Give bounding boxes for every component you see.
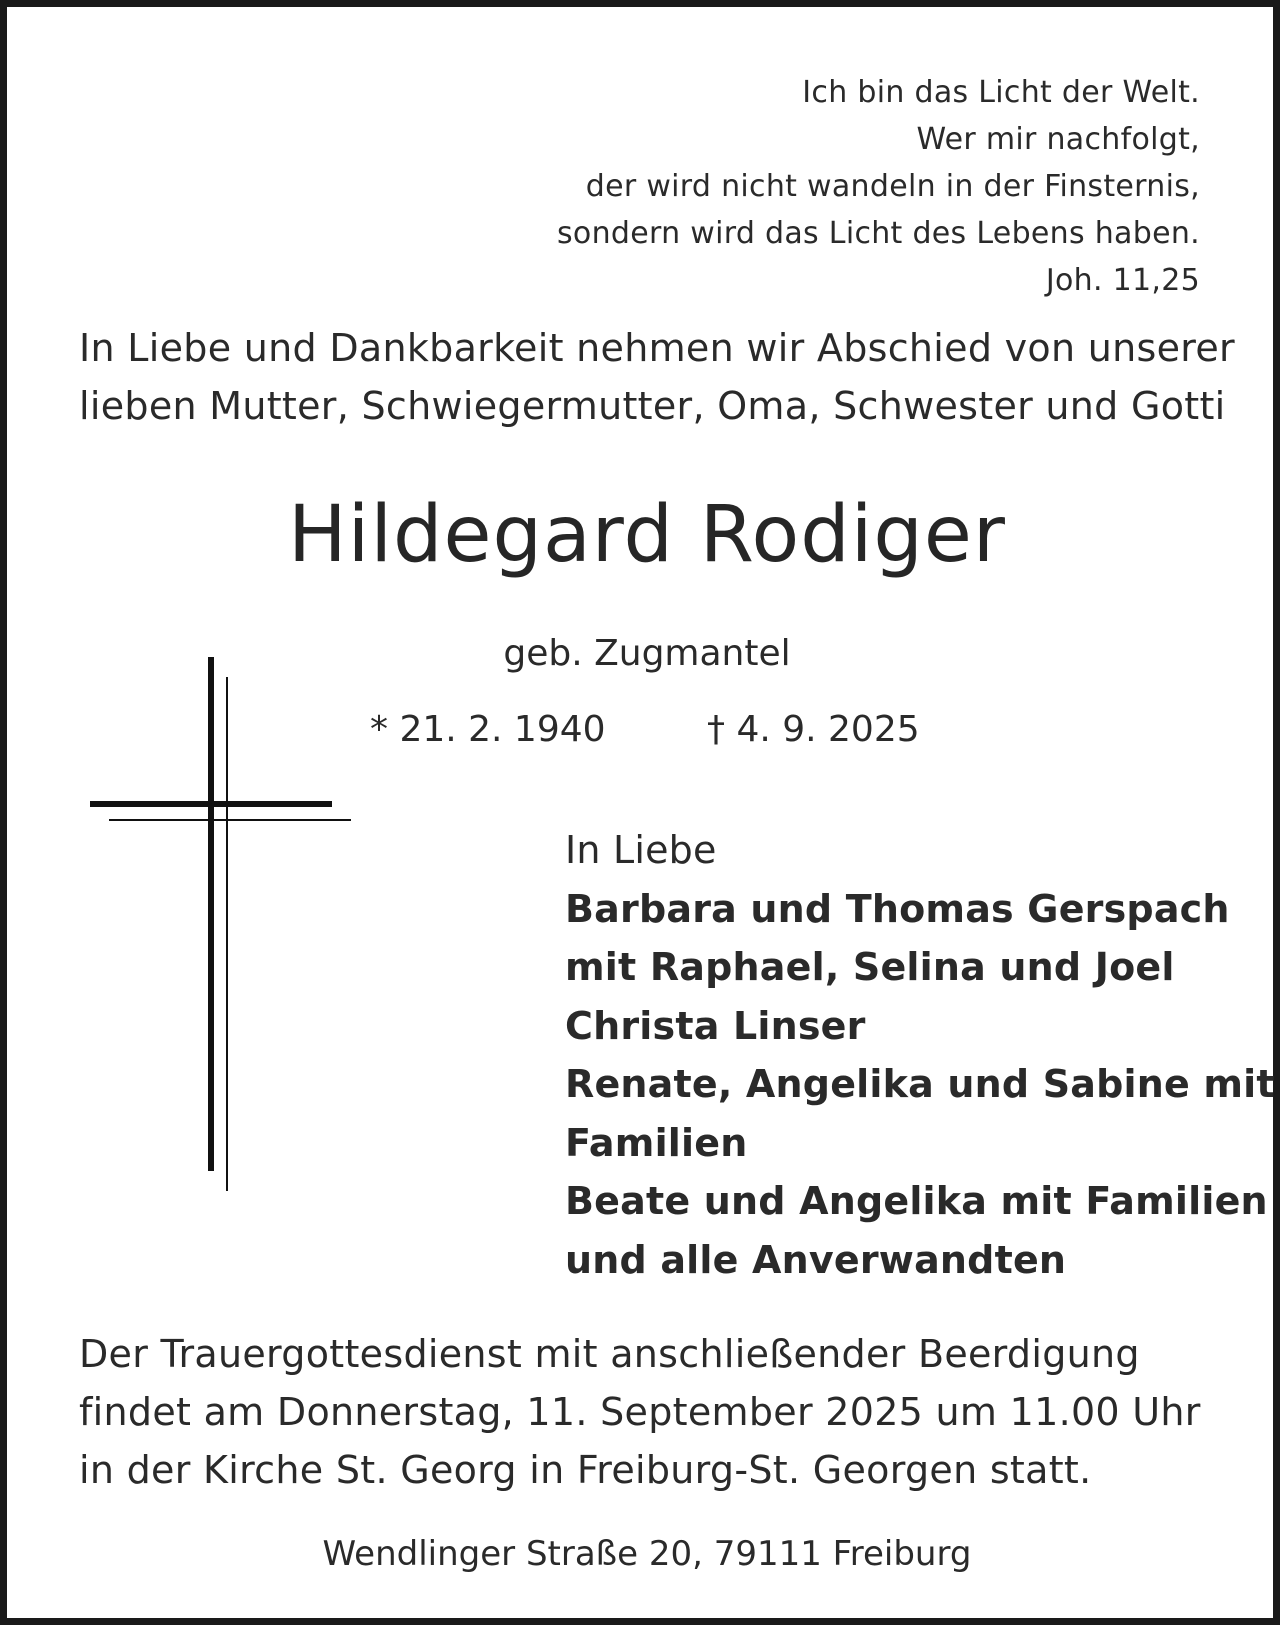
bible-verse (557, 69, 1200, 304)
intro-line: In Liebe und Dankbarkeit nehmen wir Abschied von unserer (79, 326, 1235, 370)
maiden-name: geb. Zugmantel (503, 633, 791, 674)
intro-line: lieben Mutter, Schwiegermutter, Oma, Schwester und Gotti (79, 384, 1226, 428)
mourner-line: Christa Linser (565, 1003, 866, 1048)
service-line: findet am Donnerstag, 11. September 2025 um 11.00 Uhr (79, 1390, 1201, 1434)
mourner-line: mit Raphael, Selina und Joel (565, 945, 1175, 989)
mourner-line: Barbara und Thomas Gerspach (565, 886, 1230, 931)
mourner-line: Familien (565, 1120, 748, 1165)
verse-line: Ich bin das Licht der Welt. (802, 75, 1200, 110)
verse-line: Wer mir nachfolgt, (916, 122, 1200, 157)
mourner-line: Renate, Angelika und Sabine mit (565, 1062, 1275, 1106)
verse-line: der wird nicht wandeln in der Finsternis, (585, 169, 1200, 204)
verse-line: sondern wird das Licht des Lebens haben. (557, 216, 1200, 251)
cross-vertical-thin (226, 677, 228, 1191)
service-line: in der Kirche St. Georg in Freiburg-St. Georgen statt. (79, 1448, 1092, 1492)
family-address: Wendlinger Straße 20, 79111 Freiburg (322, 1534, 972, 1574)
death-date: † 4. 9. 2025 (707, 709, 920, 750)
mourner-line: und alle Anverwandten (565, 1237, 1067, 1282)
verse-reference: Joh. 11,25 (1045, 263, 1200, 298)
deceased-name: Hildegard Rodiger (288, 490, 1006, 580)
farewell-intro (79, 319, 1235, 435)
mourners-heading: In Liebe (565, 828, 717, 872)
funeral-service-info (79, 1325, 1201, 1499)
cross-vertical-beam (208, 657, 214, 1171)
mourner-line: Beate und Angelika mit Familien (565, 1179, 1268, 1223)
cross-horizontal-thin (109, 819, 351, 821)
cross-icon (87, 657, 357, 1217)
mourners-list (565, 821, 1275, 1289)
birth-date: * 21. 2. 1940 (370, 709, 606, 750)
cross-horizontal-beam (90, 801, 332, 807)
service-line: Der Trauergottesdienst mit anschließender Beerdigung (79, 1332, 1140, 1376)
